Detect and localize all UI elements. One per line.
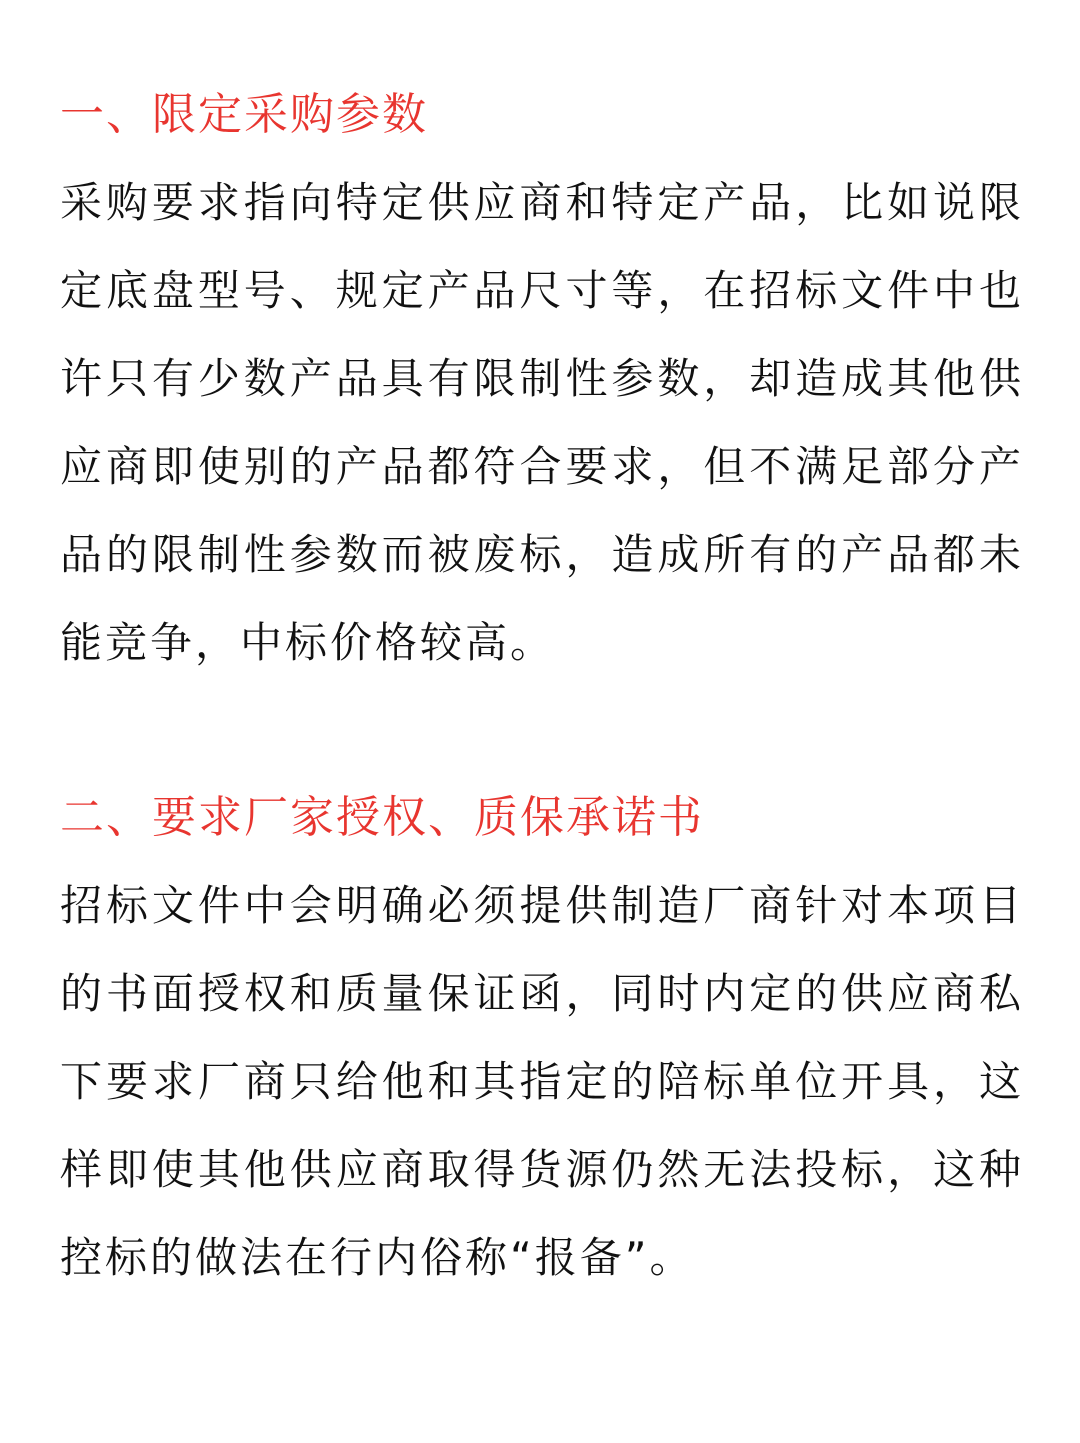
- section-1-line-3: 许只有少数产品具有限制性参数，却造成其他供: [60, 354, 1024, 403]
- section-2-line-5: 控标的做法在行内俗称“报备”。: [60, 1233, 695, 1282]
- section-1-heading: 一、限定采购参数: [60, 89, 428, 140]
- section-1-line-1: 采购要求指向特定供应商和特定产品，比如说限: [60, 178, 1024, 227]
- section-2-line-3: 下要求厂商只给他和其指定的陪标单位开具，这: [60, 1057, 1024, 1106]
- section-2-line-2: 的书面授权和质量保证函，同时内定的供应商私: [60, 969, 1024, 1018]
- section-1-line-6: 能竞争，中标价格较高。: [60, 618, 556, 667]
- section-1-line-4: 应商即使别的产品都符合要求，但不满足部分产: [60, 442, 1024, 491]
- section-2-heading: 二、要求厂家授权、质保承诺书: [60, 792, 704, 843]
- section-2-line-1: 招标文件中会明确必须提供制造厂商针对本项目: [60, 881, 1024, 930]
- section-1-line-2: 定底盘型号、规定产品尺寸等，在招标文件中也: [60, 266, 1024, 315]
- section-2-line-4: 样即使其他供应商取得货源仍然无法投标，这种: [60, 1145, 1024, 1194]
- section-1-line-5: 品的限制性参数而被废标，造成所有的产品都未: [60, 530, 1024, 579]
